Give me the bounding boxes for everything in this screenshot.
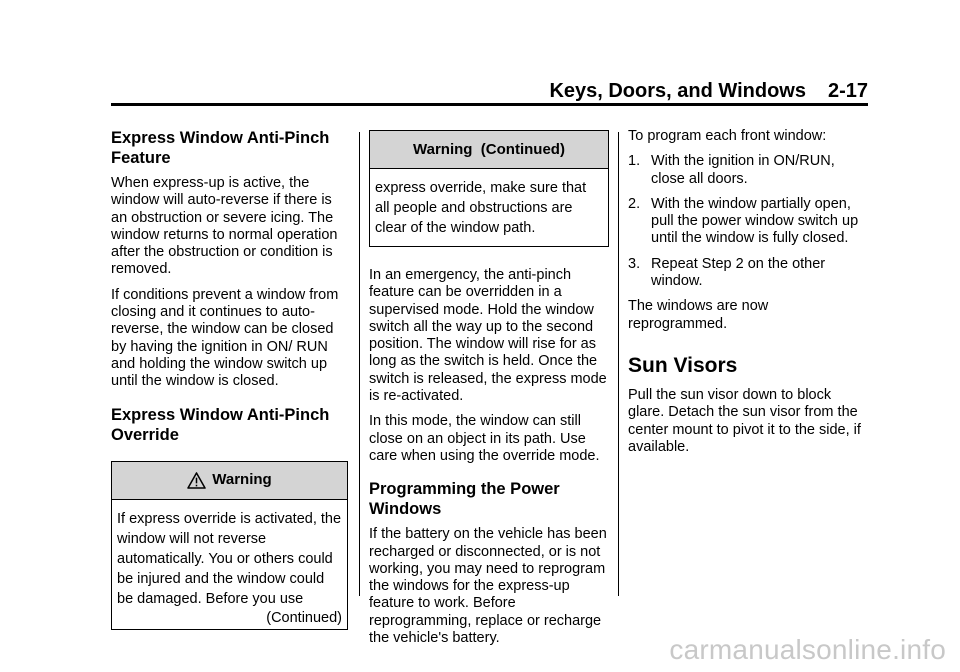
warning-body: express override, make sure that all people and obstructions are clear of the window path. <box>375 180 587 236</box>
column-right <box>628 128 868 464</box>
heading-anti-pinch-override: Express Window Anti-Pinch Override <box>111 405 330 444</box>
step-number: 3. <box>628 255 641 272</box>
warning-continued: (Continued) <box>266 609 342 626</box>
paragraph: The windows are now reprogrammed. <box>628 298 769 332</box>
steps-list <box>628 153 868 290</box>
step-text: With the ignition in ON/RUN, close all doors. <box>651 153 835 187</box>
warning-box <box>111 461 348 630</box>
step-text: With the window partially open, pull the power window switch up until the window is fully closed. <box>651 195 859 247</box>
warning-header <box>112 462 347 500</box>
step-number: 2. <box>628 195 641 212</box>
paragraph: Pull the sun visor down to block glare. Detach the sun visor from the center mount to pivot it to the side, if available. <box>628 386 861 455</box>
heading-programming-power-windows: Programming the Power Windows <box>369 480 560 519</box>
list-item <box>628 196 868 248</box>
page-number: 2-17 <box>827 80 868 102</box>
paragraph: To program each front window: <box>628 128 827 144</box>
paragraph: If conditions prevent a window from closing and it continues to auto-reverse, the window can be closed by having the ignition in ON/ RUN and holding the window switch up until the window is closed. <box>111 286 339 390</box>
paragraph: When express-up is active, the window will auto-reverse if there is an obstruction or severe icing. The window returns to normal operation after the obstruction or condition is removed. <box>111 175 338 278</box>
section-title: Keys, Doors, and Windows <box>549 80 806 102</box>
heading-anti-pinch-feature: Express Window Anti-Pinch Feature <box>111 129 330 167</box>
column-middle <box>369 130 609 655</box>
warning-header <box>370 131 608 169</box>
paragraph: In an emergency, the anti-pinch feature can be overridden in a supervised mode. Hold the window switch all the way up to the second position. The window will rise for as long as the switch is held. Once the switch is released, the express mode is re-activated. <box>369 267 607 405</box>
page-header <box>111 78 868 104</box>
warning-triangle-icon <box>187 472 206 489</box>
step-number: 1. <box>628 153 641 170</box>
paragraph: In this mode, the window can still close on an object in its path. Use care when using the override mode. <box>369 413 600 464</box>
column-left <box>111 128 348 642</box>
column-divider <box>359 132 360 596</box>
paragraph: If the battery on the vehicle has been recharged or disconnected, or is not working, you may need to reprogram the windows for the express-up feature to work. Before reprogramming, replace or recharge the vehicle's battery. <box>369 526 607 647</box>
header-rule <box>111 103 868 106</box>
list-item <box>628 256 868 291</box>
watermark: carmanualsonline.info <box>669 634 946 665</box>
list-item <box>628 153 868 188</box>
column-divider <box>618 132 619 596</box>
step-text: Repeat Step 2 on the other window. <box>651 255 826 290</box>
warning-box-continued <box>369 130 609 247</box>
warning-body: If express override is activated, the window will not reverse automatically. You or others could be injured and the window could be damaged. Before you use <box>117 510 342 607</box>
warning-title: Warning <box>212 471 272 489</box>
heading-sun-visors: Sun Visors <box>628 353 738 377</box>
warning-title: Warning (Continued) <box>413 140 565 158</box>
